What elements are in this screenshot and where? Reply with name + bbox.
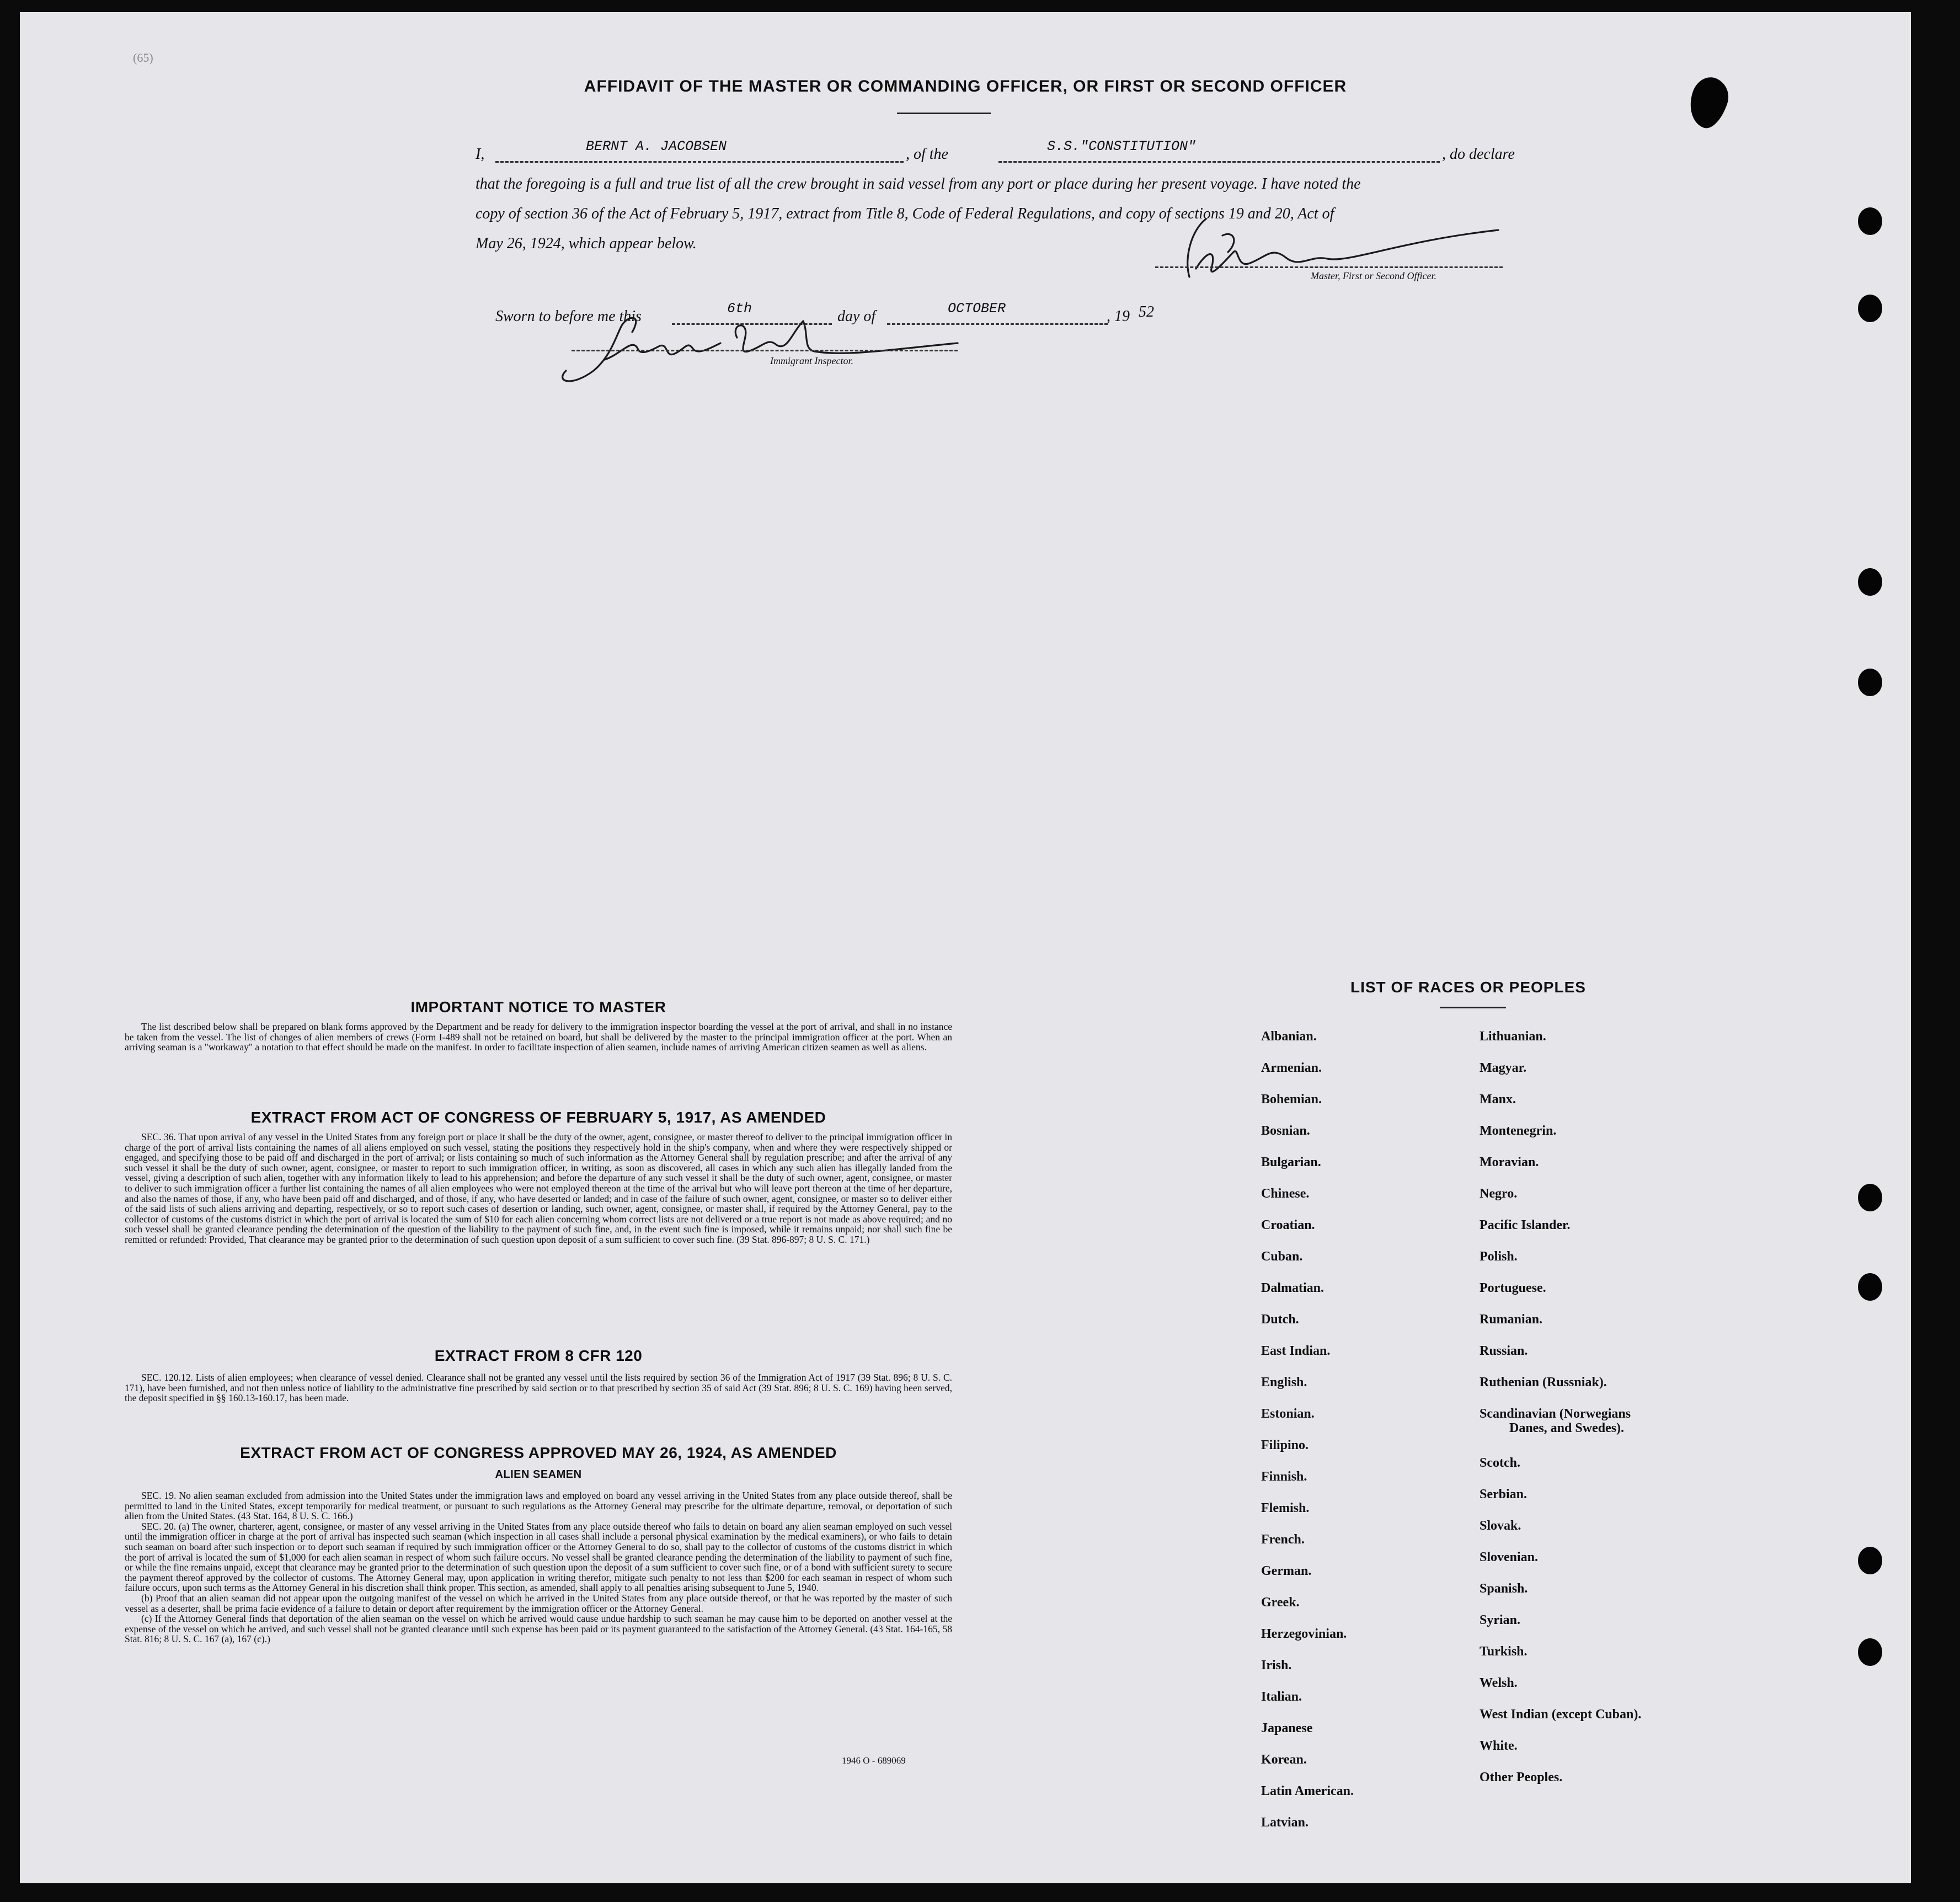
- race-item: Other Peoples.: [1480, 1770, 1563, 1785]
- master-caption: Master, First or Second Officer.: [1311, 270, 1436, 281]
- race-item: Slovak.: [1480, 1519, 1521, 1533]
- race-item: Welsh.: [1480, 1676, 1518, 1690]
- race-item: West Indian (except Cuban).: [1480, 1707, 1642, 1722]
- race-item: Bohemian.: [1261, 1092, 1322, 1107]
- race-item: Portuguese.: [1480, 1281, 1546, 1295]
- race-item: Rumanian.: [1480, 1312, 1543, 1327]
- race-item: Montenegrin.: [1480, 1124, 1557, 1138]
- sworn-day: 6th: [727, 301, 752, 317]
- punch-hole: [1858, 207, 1882, 235]
- of-the-label: , of the: [906, 146, 948, 163]
- races-column-2: [1480, 1029, 1788, 1857]
- i-label: I,: [476, 146, 485, 163]
- race-item: Pacific Islander.: [1480, 1218, 1571, 1232]
- day-of-label: day of: [837, 308, 876, 325]
- race-item: Herzegovinian.: [1261, 1627, 1347, 1641]
- notice-heading: IMPORTANT NOTICE TO MASTER: [410, 998, 666, 1016]
- races-column-1: [1261, 1029, 1471, 1857]
- punch-hole: [1858, 1638, 1882, 1666]
- race-item: Flemish.: [1261, 1501, 1310, 1515]
- race-item: Filipino.: [1261, 1438, 1309, 1452]
- extract-1924-subheading: ALIEN SEAMEN: [495, 1468, 582, 1481]
- race-item: Polish.: [1480, 1249, 1518, 1264]
- inspector-caption: Immigrant Inspector.: [770, 355, 853, 366]
- officer-name: BERNT A. JACOBSEN: [586, 138, 727, 154]
- sworn-label: Sworn to before me this: [495, 308, 642, 325]
- notice-text: [125, 1022, 952, 1052]
- affidavit-title: AFFIDAVIT OF THE MASTER OR COMMANDING OFFICER, OR FIRST OR SECOND OFFICER: [584, 77, 1347, 95]
- race-item: Greek.: [1261, 1595, 1300, 1610]
- punch-hole: [1858, 1273, 1882, 1301]
- extract-cfr-heading: EXTRACT FROM 8 CFR 120: [434, 1347, 643, 1364]
- extract-cfr-text: [125, 1372, 952, 1403]
- declaration-line-1: [476, 139, 1535, 170]
- race-item: English.: [1261, 1375, 1307, 1390]
- race-item: Serbian.: [1480, 1487, 1528, 1502]
- race-item: Latin American.: [1261, 1784, 1354, 1798]
- header-mark: (65): [133, 51, 153, 65]
- race-item: Ruthenian (Russniak).: [1480, 1375, 1607, 1390]
- race-item: Chinese.: [1261, 1187, 1310, 1201]
- race-item: Estonian.: [1261, 1407, 1315, 1421]
- extract-1917-heading: EXTRACT FROM ACT OF CONGRESS OF FEBRUARY 5, 1917, AS AMENDED: [250, 1109, 826, 1126]
- race-item: Lithuanian.: [1480, 1029, 1546, 1044]
- notice-paragraph: The list described below shall be prepared on blank forms approved by the Department and be ready for delivery to the immigration inspector boarding the vessel at the port of arrival, and shall in no instance be taken from the vessel. The list of changes of alien members of crews (Form I-489 shall not be retained on board, but shall be delivered by the master to the principal immigration officer at the port. When an arriving seaman is a "workaway" a notation to that effect should be made on the manifest. In order to facilitate inspection of alien seamen, include names of arriving American citizen seamen as well as aliens.: [125, 1021, 952, 1053]
- declaration-line-4: May 26, 1924, which appear below.: [476, 235, 697, 252]
- race-item: Italian.: [1261, 1690, 1302, 1704]
- race-item: Japanese: [1261, 1721, 1313, 1735]
- race-item: Bulgarian.: [1261, 1155, 1321, 1169]
- races-heading: LIST OF RACES OR PEOPLES: [1350, 979, 1586, 996]
- race-item: Turkish.: [1480, 1644, 1528, 1659]
- race-item: White.: [1480, 1739, 1518, 1753]
- race-item: Negro.: [1480, 1187, 1518, 1201]
- extract-1917-paragraph: SEC. 36. That upon arrival of any vessel in the United States from any foreign port or place it shall be the duty of the owner, agent, consignee, or master thereof to deliver to the principal immigration officer in charge of the port of arrival lists containing the names of all aliens employed on such vessel, stating the positions they respectively hold in the ship's company, when and where they were respectively shipped or engaged, and specifying those to be paid off and discharged in the port of arrival; or lists containing so much of such information as the Attorney General shall by regulation prescribe; and after the arrival of any such vessel it shall be the duty of such owner, agent, consignee, or master to report to such immigration officer, in writing, as soon as discovered, all cases in which any such alien has illegally landed from the vessel, giving a description of such alien, together with any information likely to lead to his apprehension; and before the departure of any such vessel it shall be the duty of such owner, agent, consignee, or master to deliver to such immigration officer a further list containing the names of all alien employees who were not employed thereon at the time of the arrival but who will leave port thereon at the time of her departure, and also the names of those, if any, who have been paid off and discharged, and of those, if any, who have deserted or landed; and in case of the failure of such owner, agent, consignee, or master so to deliver either of the said lists of such aliens arriving and departing, respectively, or so to report such cases of desertion or landing, such owner, agent, consignee, or master shall, if required by the Attorney General, pay to the collector of customs of the customs district in which the port of arrival is located the sum of $10 for each alien concerning whom correct lists are not delivered or a true report is not made as above required; and no such vessel shall be granted clearance pending the determination of the question of the liability to the payment of such fine, and, in the event such fine is imposed, while it remains unpaid; nor shall such fine be remitted or refunded: Provided, That clearance may be granted prior to the determination of such question upon deposit of a sum sufficient to cover such fine. (39 Stat. 896-897; 8 U. S. C. 171.): [125, 1131, 952, 1245]
- year-suffix: 52: [1139, 303, 1154, 320]
- race-item: Armenian.: [1261, 1061, 1322, 1075]
- extract-cfr-paragraph: SEC. 120.12. Lists of alien employees; when clearance of vessel denied. Clearance shall not be granted any vessel until the lists required by section 36 of the Immigration Act of 1917 (39 Stat. 896; 8 U. S. C. 171), have been furnished, and not then unless notice of liability to the administrative fine prescribed by said section or to that prescribed by section 35 of said Act (39 Stat. 896; 8 U. S. C. 169) having been served, the deposit specified in §§ 160.13-160.17, has been made.: [125, 1372, 952, 1404]
- race-item: Latvian.: [1261, 1815, 1309, 1830]
- declaration-line-3: copy of section 36 of the Act of February 5, 1917, extract from Title 8, Code of Federal Regulations, and copy of sections 19 and 20, Act of: [476, 205, 1334, 222]
- race-item: Albanian.: [1261, 1029, 1317, 1044]
- race-item: Russian.: [1480, 1344, 1528, 1358]
- extract-1924-sec20a: SEC. 20. (a) The owner, charterer, agent, consignee, or master of any vessel arriving in the United States from any place outside thereof who fails to detain on board any alien seaman employed on such vessel until the immigration officer in charge at the port of arrival has inspected such seaman (which inspection in all cases shall include a personal physical examination by the medical examiners), or who fails to detain such seaman on board after such inspection or to deport such seaman if required by such immigration officer or the Attorney General to do so, shall pay to the collector of customs of the customs district in which the port of arrival is located the sum of $1,000 for each alien seaman in respect of whom such failure occurs. No vessel shall be granted clearance pending the determination of the liability to payment of such fine, or while the fine remains unpaid, except that clearance may be granted prior to the determination of such question upon the deposit of a sum sufficient to cover such fine, or of a bond with sufficient surety to secure the payment thereof approved by the collector of customs. The Attorney General may, upon application in writing therefor, mitigate such penalty to not less than $200 for each seaman in respect of whom such failure occurs, upon such terms as the Attorney General in his discretion shall think proper. This section, as amended, shall apply to all penalties arising subsequent to June 5, 1940.: [125, 1520, 952, 1594]
- race-item: East Indian.: [1261, 1344, 1331, 1358]
- inspector-signature: [549, 304, 969, 387]
- title-rule: [897, 113, 991, 114]
- race-item: Bosnian.: [1261, 1124, 1310, 1138]
- races-heading-rule: [1440, 1007, 1506, 1008]
- declaration-line-2: that the foregoing is a full and true list of all the crew brought in said vessel from any port or place during her present voyage. I have noted the: [476, 175, 1361, 193]
- extract-1924-sec19: SEC. 19. No alien seaman excluded from admission into the United States under the immigration laws and employed on board any vessel arriving in the United States from any place outside thereof, shall be permitted to land in the United States, except temporarily for medical treatment, or pursuant to such regulations as the Attorney General may prescribe for the ultimate departure, removal, or deportation of such alien from the United States. (43 Stat. 164, 8 U. S. C. 166.): [125, 1490, 952, 1522]
- race-item: Manx.: [1480, 1092, 1516, 1107]
- race-item: Scandinavian (Norwegians: [1480, 1407, 1631, 1421]
- race-item: Magyar.: [1480, 1061, 1527, 1075]
- race-item: Korean.: [1261, 1753, 1307, 1767]
- race-item: Scotch.: [1480, 1456, 1520, 1470]
- race-item: Slovenian.: [1480, 1550, 1539, 1564]
- punch-hole: [1858, 1547, 1882, 1574]
- extract-1924-sec20c: (c) If the Attorney General finds that deportation of the alien seaman on the vessel on which he arrived would cause undue hardship to such seaman he may cause him to be deported on another vessel at the expense of the vessel on which he arrived, and such vessel shall not be granted clearance until such expense has been paid or its payment guaranteed to the satisfaction of the Attorney General. (43 Stat. 164-165, 58 Stat. 816; 8 U. S. C. 167 (a), 167 (c).): [125, 1613, 952, 1645]
- race-item: Spanish.: [1480, 1582, 1528, 1596]
- race-item: Syrian.: [1480, 1613, 1521, 1627]
- race-item: Cuban.: [1261, 1249, 1303, 1264]
- race-item: French.: [1261, 1532, 1305, 1547]
- race-item: Croatian.: [1261, 1218, 1315, 1232]
- print-code: 1946 O - 689069: [842, 1755, 906, 1766]
- punch-hole: [1858, 1184, 1882, 1211]
- master-signature-line: [1155, 266, 1503, 268]
- document-page: [20, 12, 1911, 1883]
- race-item: Danes, and Swedes).: [1509, 1421, 1625, 1435]
- inspector-signature-line: [572, 350, 958, 351]
- race-item: Irish.: [1261, 1658, 1292, 1673]
- race-item: Dutch.: [1261, 1312, 1299, 1327]
- extract-1917-text: [125, 1132, 952, 1245]
- race-item: Moravian.: [1480, 1155, 1539, 1169]
- punch-hole: [1858, 669, 1882, 696]
- punch-hole: [1858, 568, 1882, 596]
- do-declare-label: , do declare: [1442, 146, 1515, 163]
- year-prefix: , 19: [1107, 308, 1130, 325]
- race-item: Dalmatian.: [1261, 1281, 1324, 1295]
- race-item: German.: [1261, 1564, 1312, 1578]
- vessel-name: S.S."CONSTITUTION": [1047, 138, 1197, 154]
- punch-hole: [1858, 295, 1882, 322]
- extract-1924-sec20b: (b) Proof that an alien seaman did not appear upon the outgoing manifest of the vessel on which he arrived in the United States from any place outside thereof, or that he was reported by the master of such vessel as a deserter, shall be prima facie evidence of a failure to detain or deport after requirement by the immigration officer or the Attorney General.: [125, 1592, 952, 1614]
- extract-1924-text: [125, 1490, 952, 1644]
- sworn-month: OCTOBER: [948, 301, 1006, 317]
- race-item: Finnish.: [1261, 1470, 1307, 1484]
- extract-1924-heading: EXTRACT FROM ACT OF CONGRESS APPROVED MAY 26, 1924, AS AMENDED: [240, 1444, 837, 1461]
